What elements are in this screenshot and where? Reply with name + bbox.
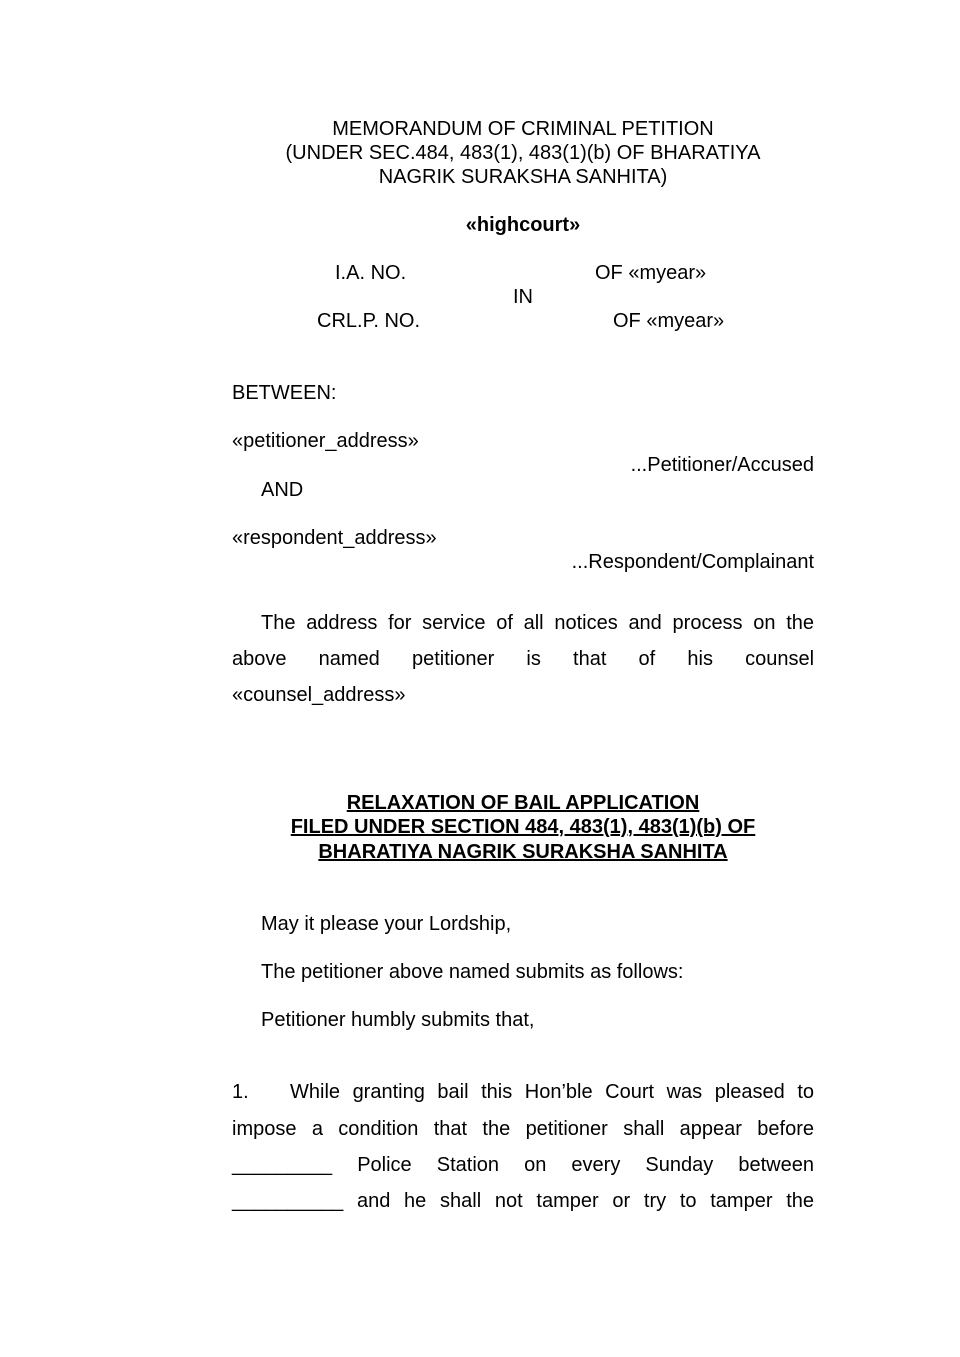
paragraph1-line-3: _________ Police Station on every Sunday between: [232, 1154, 814, 1176]
between-label: BETWEEN:: [232, 382, 337, 404]
header-line-3: NAGRIK SURAKSHA SANHITA): [378, 166, 668, 188]
intro-text: The petitioner above named submits as follows:: [261, 961, 684, 983]
header-line-1: MEMORANDUM OF CRIMINAL PETITION: [332, 118, 714, 140]
title-line-3: BHARATIYA NAGRIK SURAKSHA SANHITA: [318, 841, 728, 863]
service-line-2: above named petitioner is that of his counsel: [232, 648, 815, 670]
service-line-1: The address for service of all notices and process on the: [261, 612, 815, 634]
service-line-3: «counsel_address»: [232, 684, 406, 706]
submission-text: Petitioner humbly submits that,: [261, 1009, 535, 1031]
crlp-number-label: CRL.P. NO.: [317, 310, 420, 332]
petitioner-role: ...Petitioner/Accused: [630, 454, 814, 476]
crlp-year: OF «myear»: [613, 310, 725, 332]
petitioner-address: «petitioner_address»: [232, 430, 419, 452]
ia-year: OF «myear»: [595, 262, 707, 284]
respondent-address: «respondent_address»: [232, 527, 437, 549]
salutation: May it please your Lordship,: [261, 913, 512, 935]
title-line-1: RELAXATION OF BAIL APPLICATION: [346, 792, 700, 814]
ia-number-label: I.A. NO.: [335, 262, 407, 284]
in-word: IN: [513, 286, 533, 308]
paragraph1-line-2: impose a condition that the petitioner shall appear before: [232, 1118, 815, 1140]
paragraph-number: 1.: [232, 1081, 249, 1103]
and-word: AND: [261, 479, 304, 501]
paragraph1-line-4: __________ and he shall not tamper or try to tamper the: [232, 1190, 815, 1212]
header-line-2: (UNDER SEC.484, 483(1), 483(1)(b) OF BHARATIYA: [285, 142, 761, 164]
respondent-role: ...Respondent/Complainant: [571, 551, 814, 573]
paragraph1-line-1: While granting bail this Hon’ble Court was pleased to: [290, 1081, 814, 1103]
title-line-2: FILED UNDER SECTION 484, 483(1), 483(1)(b) OF: [290, 816, 756, 838]
court-placeholder: «highcourt»: [465, 214, 581, 236]
